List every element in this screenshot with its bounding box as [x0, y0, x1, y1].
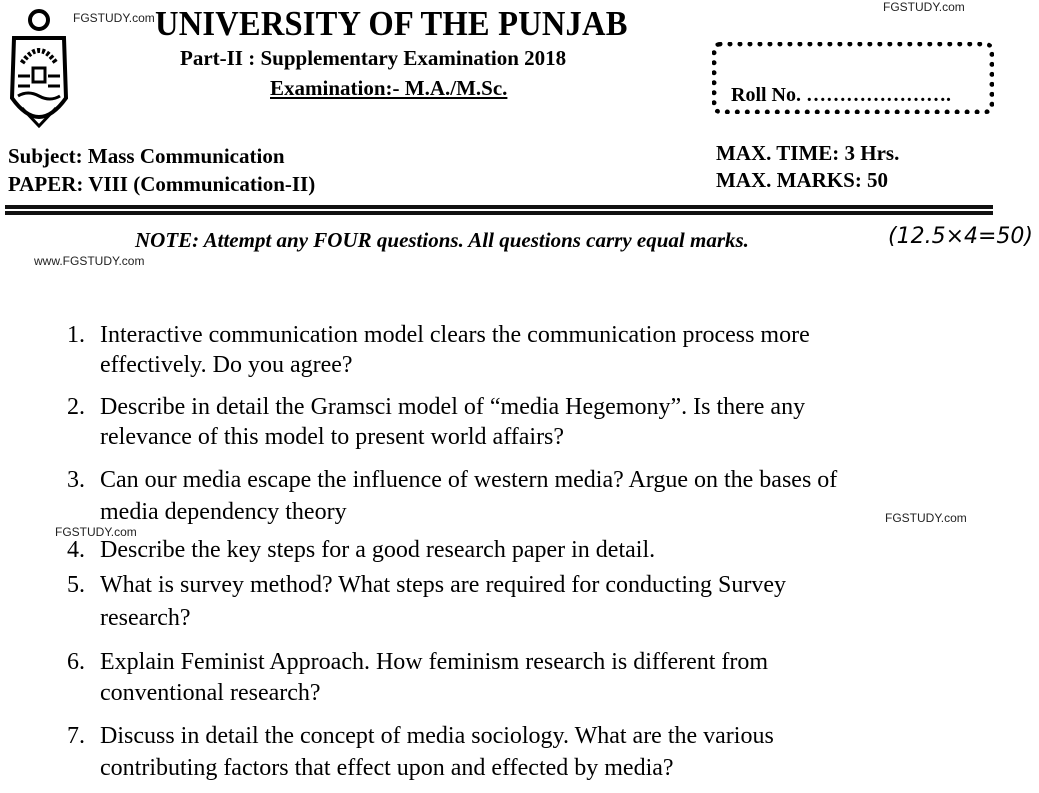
- question-text: Explain Feminist Approach. How feminism research is different from: [100, 649, 769, 675]
- examination-degree: Examination:- M.A./M.Sc.: [270, 76, 508, 100]
- watermark: FGSTUDY.com: [55, 525, 137, 539]
- university-name: UNIVERSITY OF THE PUNJAB: [155, 4, 628, 43]
- paper: PAPER: VIII (Communication-II): [8, 172, 316, 196]
- question-text: contributing factors that effect upon and effected by media?: [100, 755, 674, 781]
- header-divider: [5, 205, 993, 218]
- question-number: 1.: [67, 322, 85, 348]
- question-number: 4.: [67, 537, 85, 563]
- watermark: www.FGSTUDY.com: [34, 254, 145, 268]
- question-text: Discuss in detail the concept of media sociology. What are the various: [100, 723, 774, 749]
- question-text: Can our media escape the influence of western media? Argue on the bases of: [100, 467, 838, 493]
- roll-number-label: Roll No. ………………….: [731, 84, 951, 106]
- question-text: relevance of this model to present world affairs?: [100, 424, 565, 450]
- subject: Subject: Mass Communication: [8, 144, 285, 168]
- question-text: media dependency theory: [100, 499, 347, 525]
- question-text: What is survey method? What steps are required for conducting Survey: [100, 572, 787, 598]
- university-crest-logo: [8, 8, 70, 140]
- question-text: effectively. Do you agree?: [100, 352, 353, 378]
- question-number: 5.: [67, 572, 85, 598]
- handwritten-marks-note: (12.5×4=50): [888, 224, 1034, 249]
- exam-title: Part-II : Supplementary Examination 2018: [180, 46, 567, 70]
- question-text: research?: [100, 605, 191, 631]
- question-text: Interactive communication model clears the communication process more: [100, 322, 810, 348]
- watermark: FGSTUDY.com: [885, 511, 967, 525]
- question-number: 2.: [67, 394, 85, 420]
- question-text: conventional research?: [100, 680, 321, 706]
- watermark: FGSTUDY.com: [883, 0, 965, 14]
- question-number: 3.: [67, 467, 85, 493]
- question-text: Describe in detail the Gramsci model of “media Hegemony”. Is there any: [100, 394, 806, 420]
- question-text: Describe the key steps for a good research paper in detail.: [100, 537, 656, 563]
- question-number: 6.: [67, 649, 85, 675]
- question-number: 7.: [67, 723, 85, 749]
- watermark: FGSTUDY.com: [73, 11, 155, 25]
- instructions-note: NOTE: Attempt any FOUR questions. All questions carry equal marks.: [135, 228, 749, 252]
- max-time: MAX. TIME: 3 Hrs.: [716, 141, 900, 165]
- roll-number-box: [712, 42, 994, 114]
- max-marks: MAX. MARKS: 50: [716, 168, 889, 192]
